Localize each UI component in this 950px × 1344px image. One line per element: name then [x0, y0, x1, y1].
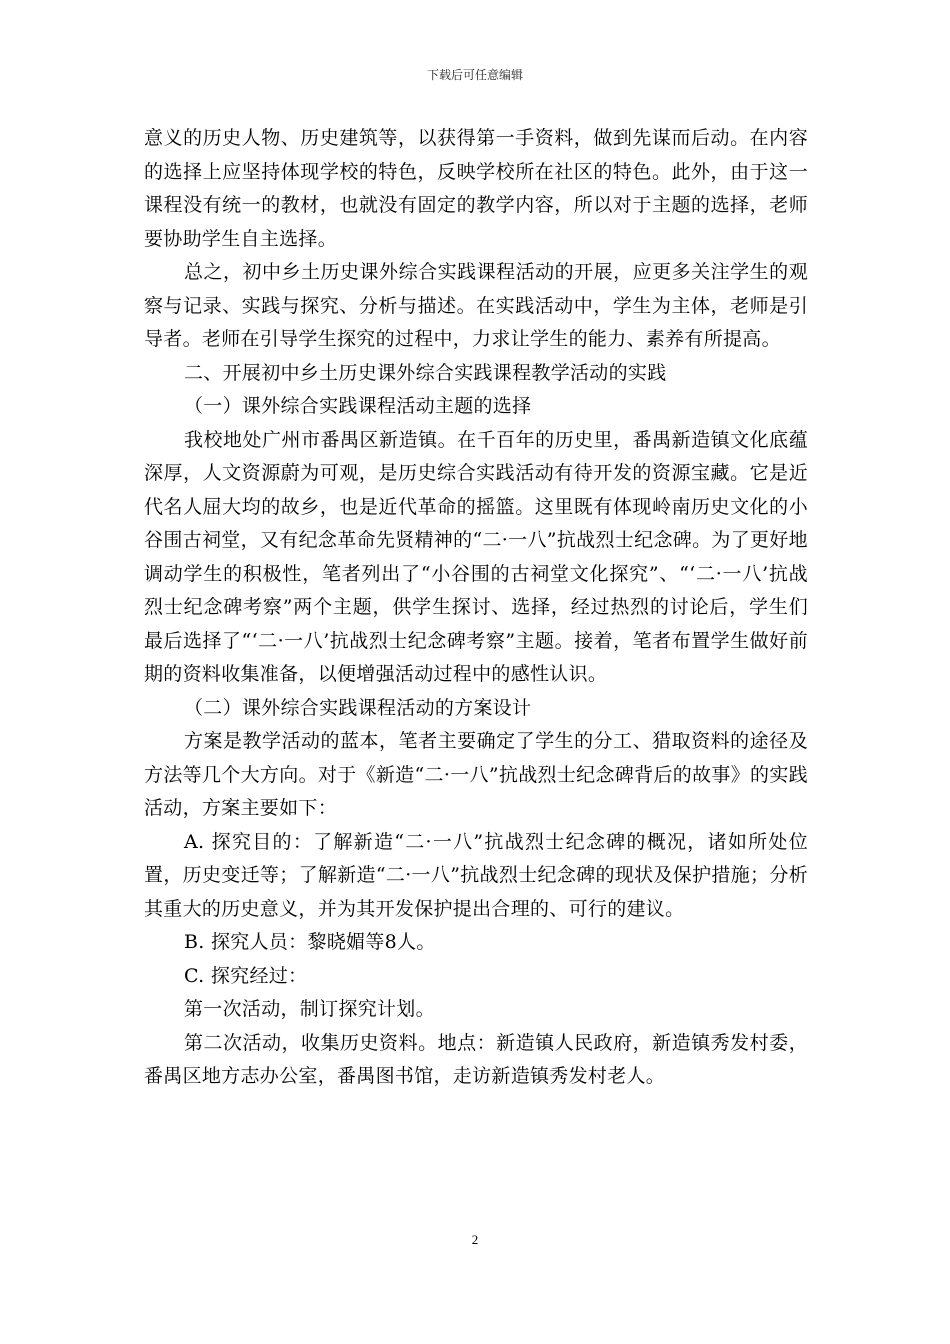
list-item: C. 探究经过：	[184, 964, 308, 987]
list-item: A. 探究目的：了解新造“二·一八”抗战烈士纪念碑的概况，诸如所处位置，历史变迁等；了解新造“二·一八”抗战烈士纪念碑的现状及保护措施；分析其重大的历史意义，并为其开发保护提出合理的、可行的建议。	[144, 830, 808, 920]
page-header: 下载后可任意编辑	[426, 68, 523, 82]
body-paragraph: 总之，初中乡土历史课外综合实践课程活动的开展，应更多关注学生的观察与记录、实践与探究、分析与描述。在实践活动中，学生为主体，老师是引导者。老师在引导学生探究的过程中，力求让学生的能力、素养有所提高。	[144, 261, 808, 350]
section-heading: 二、开展初中乡土历史课外综合实践课程教学活动的实践	[184, 361, 667, 384]
subsection-heading: （二）课外综合实践课程活动的方案设计	[184, 696, 532, 719]
body-paragraph: 意义的历史人物、历史建筑等，以获得第一手资料，做到先谋而后动。在内容的选择上应坚持体现学校的特色，反映学校所在社区的特色。此外，由于这一课程没有统一的教材，也就没有固定的教学内容，所以对于主题的选择，老师要协助学生自主选择。	[144, 127, 808, 250]
document-body	[144, 122, 808, 1094]
subsection-heading: （一）课外综合实践课程活动主题的选择	[184, 395, 532, 417]
list-item: B. 探究人员：黎晓媚等8人。	[184, 931, 436, 953]
body-paragraph: 方案是教学活动的蓝本，笔者主要确定了学生的分工、猎取资料的途径及方法等几个大方向。对于《新造“二·一八”抗战烈士纪念碑背后的故事》的实践活动，方案主要如下：	[144, 730, 808, 819]
body-paragraph: 我校地处广州市番禺区新造镇。在千百年的历史里，番禺新造镇文化底蕴深厚，人文资源蔚为可观，是历史综合实践活动有待开发的资源宝藏。它是近代名人屈大均的故乡，也是近代革命的摇篮。这里既有体现岭南历史文化的小谷围古祠堂，又有纪念革命先贤精神的“二·一八”抗战烈士纪念碑。为了更好地调动学生的积极性，笔者列出了“小谷围的古祠堂文化探究”、“‘二·一八’抗战烈士纪念碑考察”两个主题，供学生探讨、选择，经过热烈的讨论后，学生们最后选择了“‘二·一八’抗战烈士纪念碑考察”主题。接着，笔者布置学生做好前期的资料收集准备，以便增强活动过程中的感性认识。	[144, 428, 808, 685]
page-number: 2	[471, 1232, 479, 1247]
body-paragraph: 第二次活动，收集历史资料。地点：新造镇人民政府，新造镇秀发村委，番禺区地方志办公室，番禺图书馆，走访新造镇秀发村老人。	[144, 1031, 808, 1087]
body-paragraph: 第一次活动，制订探究计划。	[184, 998, 435, 1020]
